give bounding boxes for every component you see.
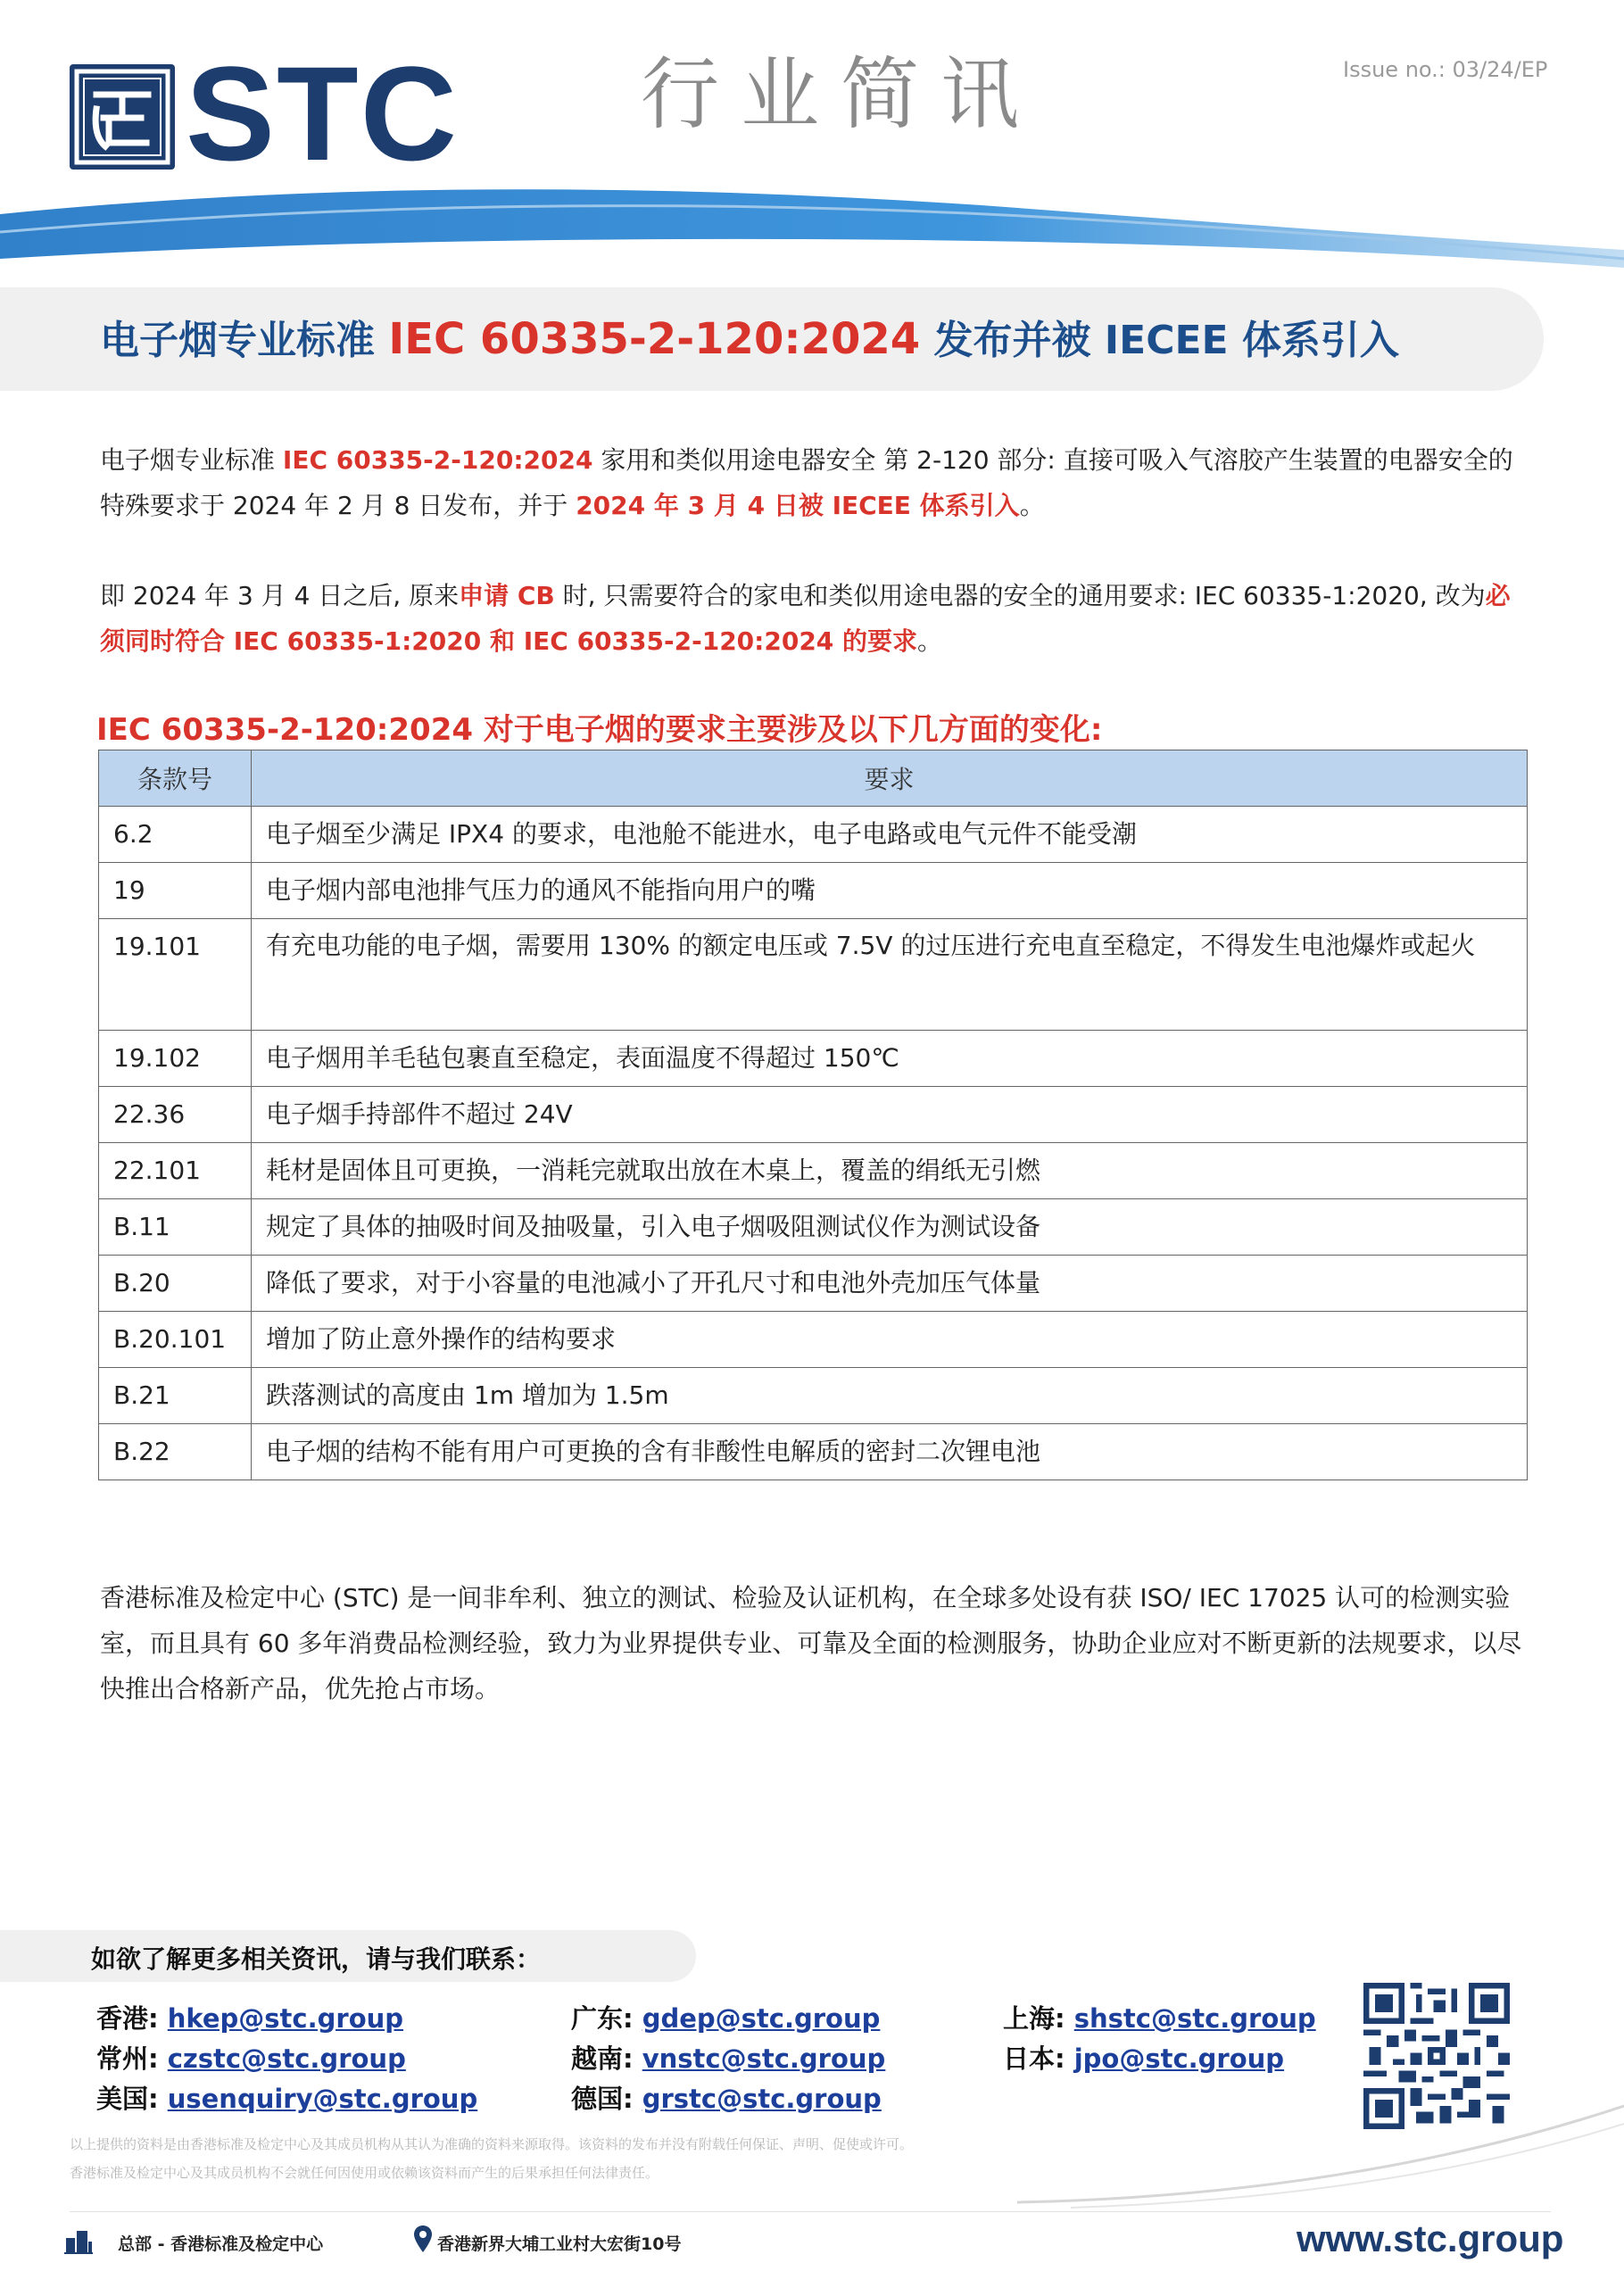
contact-label: 香港: (96, 2003, 159, 2034)
location-pin-icon (414, 2226, 432, 2252)
clause-cell: 19.101 (99, 919, 252, 1031)
intro-paragraph (100, 437, 1528, 528)
requirement-cell: 电子烟用羊毛毡包裹直至稳定，表面温度不得超过 150℃ (252, 1031, 1528, 1087)
contact-us (96, 2079, 477, 2116)
contact-label: 美国: (96, 2084, 159, 2114)
requirement-cell: 电子烟内部电池排气压力的通风不能指向用户的嘴 (252, 863, 1528, 919)
requirement-cell: 降低了要求，对于小容量的电池减小了开孔尺寸和电池外壳加压气体量 (252, 1256, 1528, 1312)
table-row (99, 919, 1528, 1031)
title-text-1: 电子烟专业标准 (100, 318, 389, 363)
logo-text: STC (186, 38, 459, 188)
requirement-cell: 电子烟手持部件不超过 24V (252, 1087, 1528, 1143)
contact-cz (96, 2039, 406, 2076)
building-icon (64, 2227, 93, 2254)
p1-text-1: 电子烟专业标准 (100, 445, 283, 475)
clause-cell: B.20 (99, 1256, 252, 1312)
title-text-2: 发布并被 IECEE 体系引入 (920, 318, 1399, 363)
clause-cell: B.11 (99, 1199, 252, 1256)
table-row (99, 1143, 1528, 1199)
requirement-cell: 增加了防止意外操作的结构要求 (252, 1312, 1528, 1368)
clause-cell: B.21 (99, 1368, 252, 1424)
contact-label: 日本: (1003, 2043, 1065, 2074)
contact-label: 越南: (571, 2043, 634, 2074)
footer-divider (70, 2211, 1551, 2212)
p1-text-2: 家用和类似用途电器安全 第 2-120 部分: 直接可吸入气溶胶产生装置的电器安全的特殊要求于 2024 年 2 月 8 日发布，并于 (100, 445, 1513, 520)
requirement-cell: 耗材是固体且可更换，一消耗完就取出放在木桌上，覆盖的绢纸无引燃 (252, 1143, 1528, 1199)
contact-label: 广东: (571, 2003, 634, 2034)
contact-hk (96, 1999, 403, 2035)
contact-label: 德国: (571, 2084, 634, 2114)
hq-label: 总部 - 香港标准及检定中心 (118, 2234, 324, 2254)
email-link-gd[interactable]: gdep@stc.group (642, 2003, 881, 2034)
table-row (99, 807, 1528, 863)
clause-cell: 22.101 (99, 1143, 252, 1199)
p2-must: 必须同时符合 IEC 60335-1:2020 和 IEC 60335-2-120:2024 的要求 (100, 581, 1511, 656)
table-row (99, 1031, 1528, 1087)
section-heading: IEC 60335-2-120:2024 对于电子烟的要求主要涉及以下几方面的变化: (96, 712, 1103, 748)
email-link-jp[interactable]: jpo@stc.group (1073, 2043, 1285, 2074)
disclaimer-line-2: 香港标准及检定中心及其成员机构不会就任何因使用或依赖该资料而产生的后果承担任何法律责任。 (70, 2165, 659, 2181)
contact-label: 上海: (1003, 2003, 1065, 2034)
contact-gd (571, 1999, 880, 2035)
email-link-sh[interactable]: shstc@stc.group (1073, 2003, 1316, 2034)
stc-emblem-icon (70, 64, 175, 170)
p2-text-1: 即 2024 年 3 月 4 日之后, 原来 (100, 581, 460, 610)
contact-jp (1003, 2039, 1284, 2076)
contact-heading: 如欲了解更多相关资讯，请与我们联系： (91, 1944, 542, 1974)
requirements-table (98, 750, 1528, 1480)
table-row (99, 1199, 1528, 1256)
requirement-cell: 规定了具体的抽吸时间及抽吸量，引入电子烟吸阻测试仪作为测试设备 (252, 1199, 1528, 1256)
clause-cell: B.20.101 (99, 1312, 252, 1368)
clause-cell: 22.36 (99, 1087, 252, 1143)
requirement-cell: 电子烟至少满足 IPX4 的要求，电池舱不能进水，电子电路或电气元件不能受潮 (252, 807, 1528, 863)
table-row (99, 863, 1528, 919)
table-row (99, 1424, 1528, 1480)
email-link-hk[interactable]: hkep@stc.group (167, 2003, 404, 2034)
table-header-row (99, 750, 1528, 807)
email-link-us[interactable]: usenquiry@stc.group (167, 2084, 478, 2114)
contact-de (571, 2079, 882, 2116)
stc-logo-mark (70, 64, 175, 170)
requirement-cell: 电子烟的结构不能有用户可更换的含有非酸性电解质的密封二次锂电池 (252, 1424, 1528, 1480)
p1-standard: IEC 60335-2-120:2024 (282, 445, 593, 475)
clause-cell: 19 (99, 863, 252, 919)
email-link-cz[interactable]: czstc@stc.group (167, 2043, 406, 2074)
clause-cell: B.22 (99, 1424, 252, 1480)
title-standard: IEC 60335-2-120:2024 (388, 314, 921, 364)
header-clause: 条款号 (99, 750, 252, 807)
hq-address: 香港新界大埔工业村大宏街10号 (437, 2234, 682, 2254)
website-link[interactable]: www.stc.group (1297, 2217, 1564, 2259)
cb-paragraph (100, 573, 1528, 664)
issue-number: Issue no.: 03/24/EP (1343, 57, 1548, 82)
p2-text-3: 。 (917, 626, 943, 656)
email-link-de[interactable]: grstc@stc.group (642, 2084, 882, 2114)
disclaimer-line-1: 以上提供的资料是由香港标准及检定中心及其成员机构从其认为准确的资料来源取得。该资料的发布并没有附载任何保证、声明、促使或许可。 (70, 2136, 914, 2152)
p2-text-2: 时, 只需要符合的家电和类似用途电器的安全的通用要求: IEC 60335-1:2020, 改为 (554, 581, 1486, 610)
contact-sh (1003, 1999, 1316, 2035)
table-row (99, 1087, 1528, 1143)
about-stc-paragraph: 香港标准及检定中心 (STC) 是一间非牟利、独立的测试、检验及认证机构，在全球多处设有获 ISO/ IEC 17025 认可的检测实验室，而且具有 60 多年消费品检测经验，致力为业界提供专业、可靠及全面的检测服务，协助企业应对不断更新的法规要求，以尽快推出合格新产品，优先抢占市场。 (100, 1583, 1522, 1703)
table-row (99, 1368, 1528, 1424)
page-title (100, 314, 1399, 366)
clause-cell: 6.2 (99, 807, 252, 863)
header-wave-decoration (0, 178, 1624, 277)
contact-label: 常州: (96, 2043, 159, 2074)
p1-date: 2024 年 3 月 4 日被 IECEE 体系引入 (576, 491, 1020, 520)
contact-vn (571, 2039, 885, 2076)
table-row (99, 1256, 1528, 1312)
table-row (99, 1312, 1528, 1368)
newsletter-title: 行业简讯 (641, 48, 1041, 140)
email-link-vn[interactable]: vnstc@stc.group (642, 2043, 886, 2074)
footer-wave-decoration (1017, 2097, 1624, 2213)
p1-text-3: 。 (1019, 491, 1045, 520)
clause-cell: 19.102 (99, 1031, 252, 1087)
header-requirement: 要求 (252, 750, 1528, 807)
requirement-cell: 跌落测试的高度由 1m 增加为 1.5m (252, 1368, 1528, 1424)
p2-apply: 申请 CB (459, 581, 555, 610)
requirement-cell: 有充电功能的电子烟，需要用 130% 的额定电压或 7.5V 的过压进行充电直至稳定，不得发生电池爆炸或起火 (252, 919, 1528, 1031)
